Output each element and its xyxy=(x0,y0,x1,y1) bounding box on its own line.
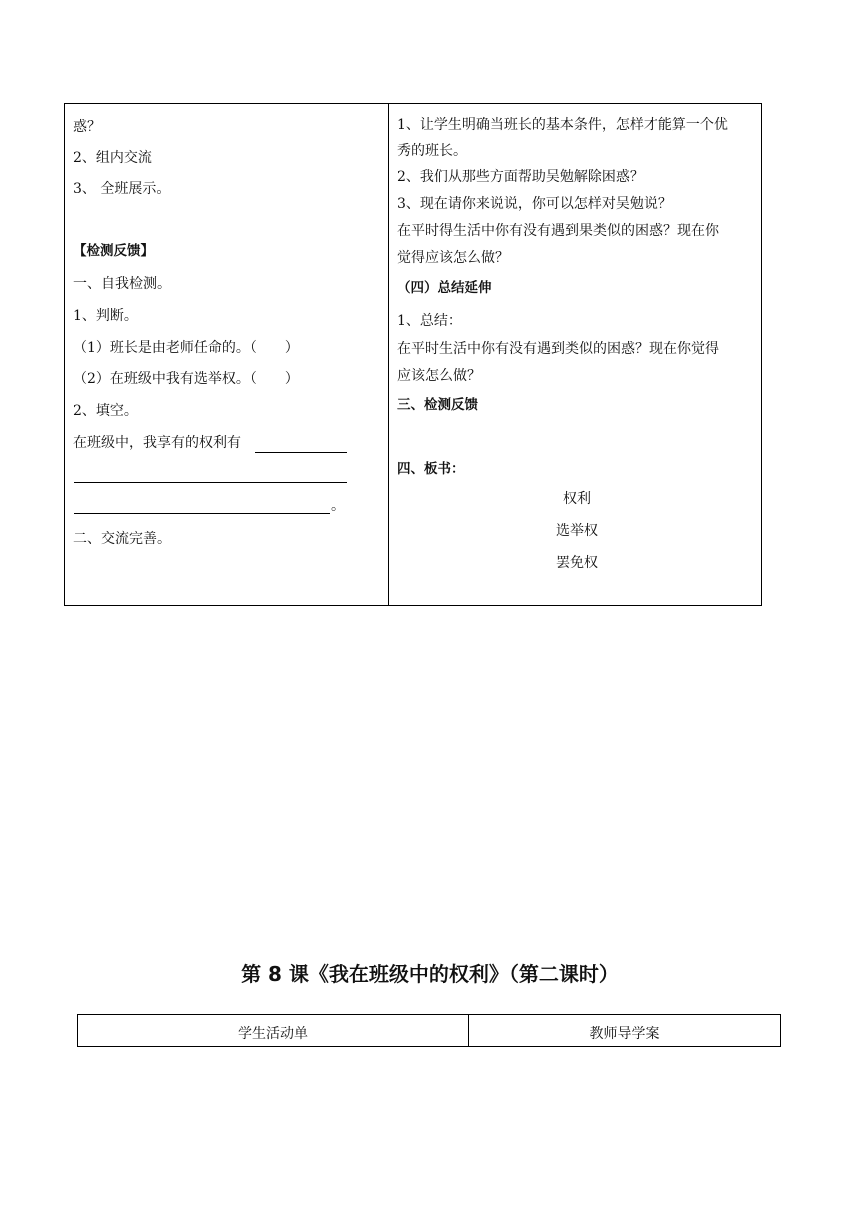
text-line: 二、交流完善。 xyxy=(73,531,171,547)
answer-blank-line xyxy=(74,482,347,483)
lesson-plan-table xyxy=(64,103,762,606)
text-line: 2、我们从那些方面帮助吴勉解除困惑？ xyxy=(397,169,644,185)
board-item: 选举权 xyxy=(556,523,598,539)
text-line: 3、现在请你来说说，你可以怎样对吴勉说？ xyxy=(397,196,672,212)
section-heading: 四、板书： xyxy=(397,461,465,477)
text-line: 应该怎么做？ xyxy=(397,368,481,384)
section-heading: 【检测反馈】 xyxy=(73,243,154,259)
column-divider xyxy=(388,104,389,605)
judge-item: （1）班长是由老师任命的。（ ） xyxy=(73,340,299,356)
text-line: 觉得应该怎么做？ xyxy=(397,250,509,266)
text-line: 在平时得生活中你有没有遇到果类似的困惑？现在你 xyxy=(397,223,719,239)
text-line: 1、让学生明确当班长的基本条件，怎样才能算一个优 xyxy=(397,117,728,133)
text-line: 一、自我检测。 xyxy=(73,276,171,292)
text-line: 秀的班长。 xyxy=(397,143,467,159)
student-activity-header: 学生活动单 xyxy=(238,1026,308,1042)
section-heading: 三、检测反馈 xyxy=(397,397,478,413)
answer-blank-line xyxy=(255,452,347,453)
text-line: 惑？ xyxy=(73,119,101,135)
text-line: 1、判断。 xyxy=(73,308,138,324)
text-line: 在平时生活中你有没有遇到类似的困惑？现在你觉得 xyxy=(397,341,719,357)
board-item: 罢免权 xyxy=(556,555,598,571)
section-heading: （四）总结延伸 xyxy=(397,280,492,296)
lesson-title: 第 8 课《我在班级中的权利》（第二课时） xyxy=(241,962,619,986)
text-line: 2、填空。 xyxy=(73,403,138,419)
text-line: 2、组内交流 xyxy=(73,150,152,166)
teacher-guide-column xyxy=(397,104,757,605)
judge-item: （2）在班级中我有选举权。（ ） xyxy=(73,371,299,387)
lesson-header-table xyxy=(77,1014,781,1047)
answer-blank-line xyxy=(74,513,330,514)
teacher-guide-header: 教师导学案 xyxy=(589,1026,660,1042)
text-line: 1、总结： xyxy=(397,313,462,329)
board-item: 权利 xyxy=(563,491,591,507)
student-activity-column xyxy=(73,104,379,605)
text-line: 3、 全班展示。 xyxy=(73,181,171,197)
fill-prompt: 在班级中，我享有的权利有 xyxy=(73,435,241,451)
text-line: 。 xyxy=(331,498,345,514)
